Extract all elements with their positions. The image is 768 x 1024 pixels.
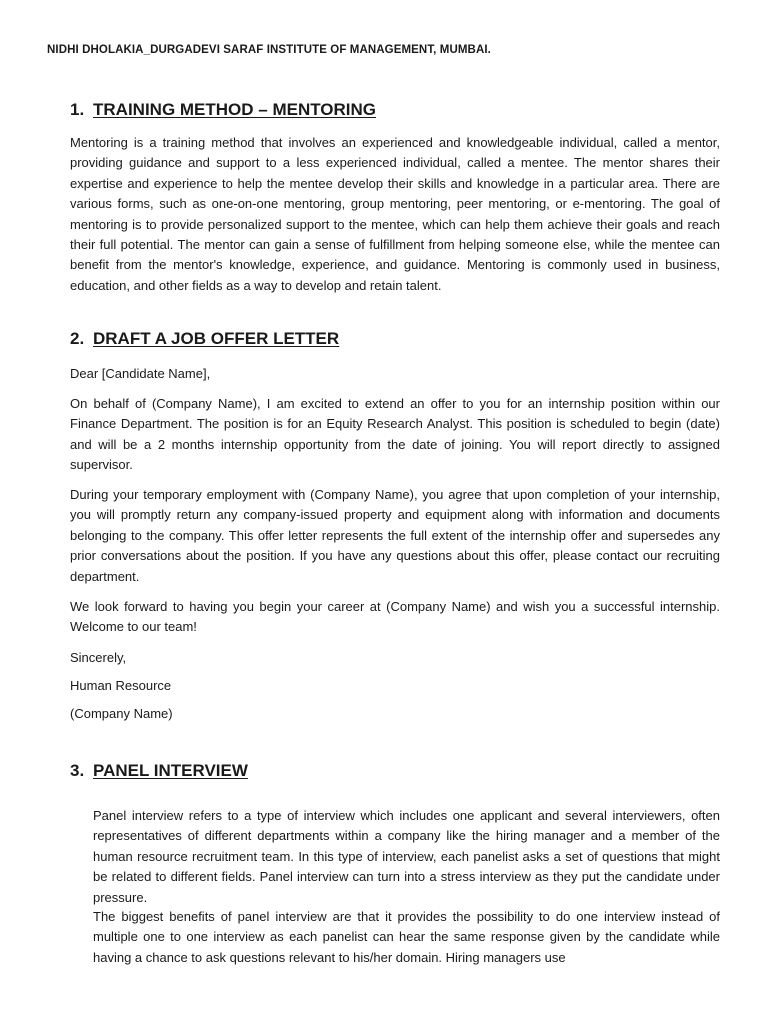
document-header: NIDHI DHOLAKIA_DURGADEVI SARAF INSTITUTE OF MANAGEMENT, MUMBAI. bbox=[47, 44, 491, 56]
panel-interview-paragraph-1: Panel interview refers to a type of interview which includes one applicant and several interviewers, often representatives of different departments within a company like the hiring manager and a member of the human resource recruitment team. In this type of interview, each panelist asks a set of questions that might be related to different fields. Panel interview can turn into a stress interview as they put the candidate under pressure. bbox=[93, 808, 720, 905]
section-3-number: 3. bbox=[70, 761, 85, 780]
letter-signature-company: (Company Name) bbox=[70, 706, 173, 721]
section-1-title: TRAINING METHOD – MENTORING bbox=[93, 100, 377, 119]
letter-signoff: Sincerely, bbox=[70, 650, 127, 665]
letter-signature-dept: Human Resource bbox=[70, 678, 172, 693]
section-2-number: 2. bbox=[70, 329, 85, 348]
section-1-heading bbox=[70, 100, 376, 120]
mentoring-paragraph: Mentoring is a training method that involves an experienced and knowledgeable individual, called a mentor, providing guidance and support to a less experienced individual, called a mentee. The mentor shares their expertise and experience to help the mentee develop their skills and knowledge in a particular area. There are various forms, such as one-on-one mentoring, group mentoring, peer mentoring, or e-mentoring. The goal of mentoring is to provide personalized support to the mentee, which can help them achieve their goals and reach their full potential. The mentor can gain a sense of fulfillment from helping someone else, while the mentee can benefit from the mentor's knowledge, experience, and guidance. Mentoring is commonly used in business, education, and other fields as a way to develop and retain talent. bbox=[70, 135, 720, 293]
letter-paragraph-terms: During your temporary employment with (Company Name), you agree that upon completion of your internship, you will promptly return any company-issued property and equipment along with information and documents belonging to the company. This offer letter represents the full extent of the internship offer and supersedes any prior conversations about the position. If you have any questions about this offer, please contact our recruiting department. bbox=[70, 487, 720, 584]
section-2-heading bbox=[70, 329, 339, 349]
panel-interview-paragraph-2: The biggest benefits of panel interview are that it provides the possibility to do one interview instead of multiple one to one interview as each panelist can hear the same response given by the candidate while having a chance to ask questions relevant to his/her domain. Hiring managers use bbox=[93, 909, 720, 965]
letter-paragraph-offer: On behalf of (Company Name), I am excited to extend an offer to you for an internship position within our Finance Department. The position is for an Equity Research Analyst. This position is scheduled to begin (date) and will be a 2 months internship opportunity from the date of joining. You will report directly to assigned supervisor. bbox=[70, 396, 720, 473]
section-2-title: DRAFT A JOB OFFER LETTER bbox=[93, 329, 340, 348]
section-3-heading bbox=[70, 761, 248, 781]
letter-salutation: Dear [Candidate Name], bbox=[70, 366, 211, 381]
letter-paragraph-closing: We look forward to having you begin your career at (Company Name) and wish you a successful internship. Welcome to our team! bbox=[70, 599, 720, 635]
section-3-title: PANEL INTERVIEW bbox=[93, 761, 248, 780]
section-1-number: 1. bbox=[70, 100, 85, 119]
